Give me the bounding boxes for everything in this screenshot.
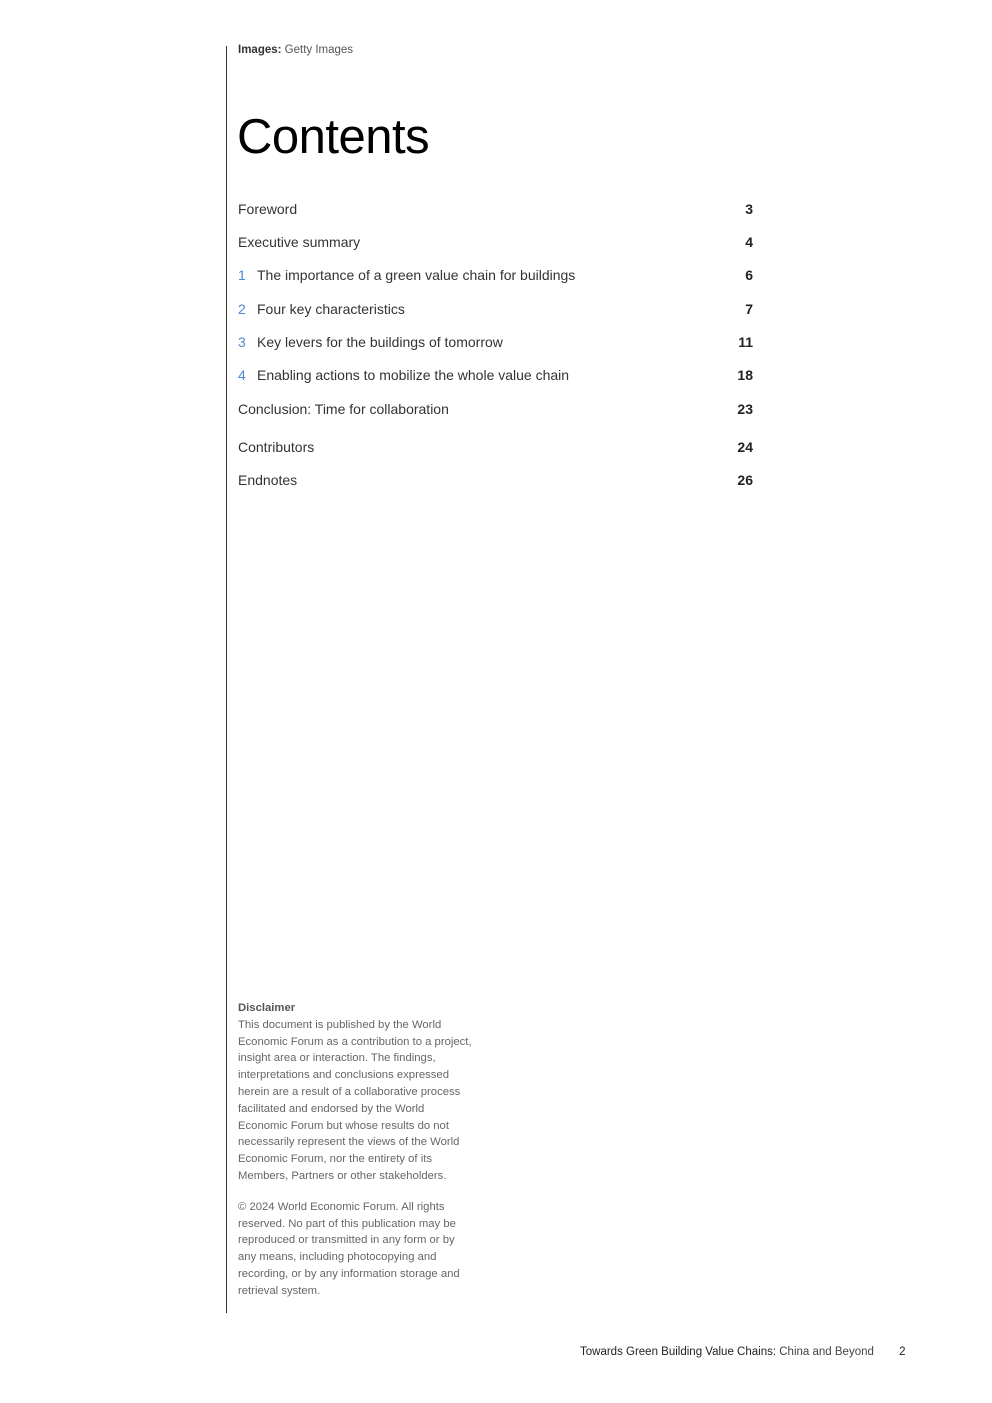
toc-item-contributors[interactable] [238,436,753,458]
toc-item-chapter-2[interactable] [238,298,753,320]
image-credit [238,44,353,56]
page-footer [580,1346,906,1358]
toc-item-executive-summary[interactable] [238,231,753,253]
toc-item-label: Four key characteristics [257,301,405,317]
toc-item-endnotes[interactable] [238,469,753,491]
toc-item-label: Enabling actions to mobilize the whole value chain [257,367,570,383]
toc-item-label: Conclusion: Time for collaboration [238,401,449,417]
footer-title: Towards Green Building Value Chains: [580,1346,777,1358]
disclaimer [238,1000,473,1300]
toc-item-page: 7 [745,301,753,317]
copyright-notice: © 2024 World Economic Forum. All rights reserved. No part of this publication may be reproduced or transmitted in any form or by any means, including photocopying and recording, or by any information storage and retrieval system. [238,1200,460,1297]
toc-item-number: 1 [238,267,246,283]
toc-item-number: 4 [238,367,246,383]
toc-item-page: 6 [745,267,753,283]
toc-item-foreword[interactable] [238,198,753,220]
disclaimer-heading: Disclaimer [238,1002,296,1014]
toc-item-label: Endnotes [238,472,298,488]
toc-item-page: 18 [737,367,753,383]
toc-item-page: 3 [745,201,753,217]
toc-item-label: Contributors [238,439,315,455]
vertical-rule [226,46,227,1313]
toc-item-label: Executive summary [238,234,361,250]
toc-item-page: 4 [745,234,753,250]
toc-item-chapter-3[interactable] [238,331,753,353]
toc-item-page: 24 [737,439,753,455]
toc-item-number: 3 [238,334,246,350]
page-title: Contents [237,110,430,164]
toc-item-page: 23 [737,401,753,417]
page-number: 2 [899,1346,906,1358]
toc-item-page: 11 [738,334,753,350]
toc-item-number: 2 [238,301,246,317]
image-credit-value: Getty Images [284,44,354,56]
toc-item-label: The importance of a green value chain for buildings [257,267,576,283]
toc-item-label: Key levers for the buildings of tomorrow [257,334,503,350]
footer-subtitle: China and Beyond [779,1346,874,1358]
toc-item-conclusion[interactable] [238,398,753,420]
toc-item-page: 26 [737,472,753,488]
disclaimer-body: This document is published by the World Economic Forum as a contribution to a project, insight area or interaction. The findings, interpretations and conclusions expressed herein are a result of a collaborative process facilitated and endorsed by the World Economic Forum but whose results do not necessarily represent the views of the World Economic Forum, nor the entirety of its Members, Partners or other stakeholders. [238,1018,472,1182]
image-credit-label: Images: [238,44,282,56]
toc-item-chapter-1[interactable] [238,264,753,286]
toc-item-chapter-4[interactable] [238,364,753,386]
toc-item-label: Foreword [238,201,298,217]
